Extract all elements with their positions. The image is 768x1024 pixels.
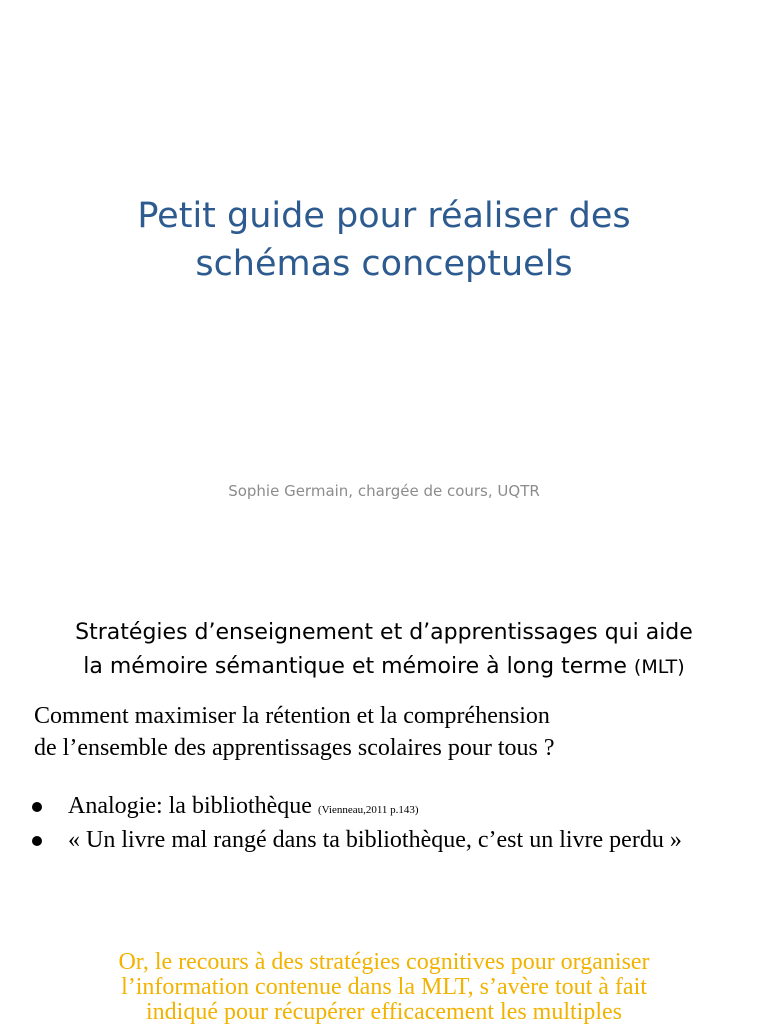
conclusion-line-1: Or, le recours à des stratégies cognitives pour organiser [118,949,650,975]
content-slide [0,576,768,1024]
bullet-list [30,792,750,856]
content-title-line-1: Stratégies d’enseignement et d’apprentissages qui aide [75,620,693,645]
conclusion-text [60,950,708,1024]
slide-title [40,192,728,288]
slide-author: Sophie Germain, chargée de cours, UQTR [228,482,540,500]
bullet-dot-icon [32,836,42,846]
guiding-question [34,700,734,764]
conclusion-line-2: l’information contenue dans la MLT, s’avère tout à fait [121,974,647,1000]
content-title-line-2-text: la mémoire sémantique et mémoire à long terme [83,654,627,679]
bullet-citation: (Vienneau,2011 p.143) [317,804,419,816]
bullet-text: Analogie: la bibliothèque [68,793,312,819]
bullet-text: « Un livre mal rangé dans ta bibliothèque, c’est un livre perdu » [68,827,682,853]
bullet-dot-icon [32,802,42,812]
content-slide-title [10,616,758,684]
guiding-question-line-2: de l’ensemble des apprentissages scolaires pour tous ? [34,735,555,761]
slide-title-line-1: Petit guide pour réaliser des [137,196,631,236]
content-title-line-2 [10,650,758,684]
bullet-item-quote [30,826,750,854]
slide-title-line-2: schémas conceptuels [195,244,573,284]
bullet-item-analogy [30,792,750,824]
content-title-abbr: (MLT) [633,656,685,678]
guiding-question-line-1: Comment maximiser la rétention et la compréhension [34,703,550,729]
conclusion-line-3: indiqué pour récupérer efficacement les multiples [145,999,623,1024]
